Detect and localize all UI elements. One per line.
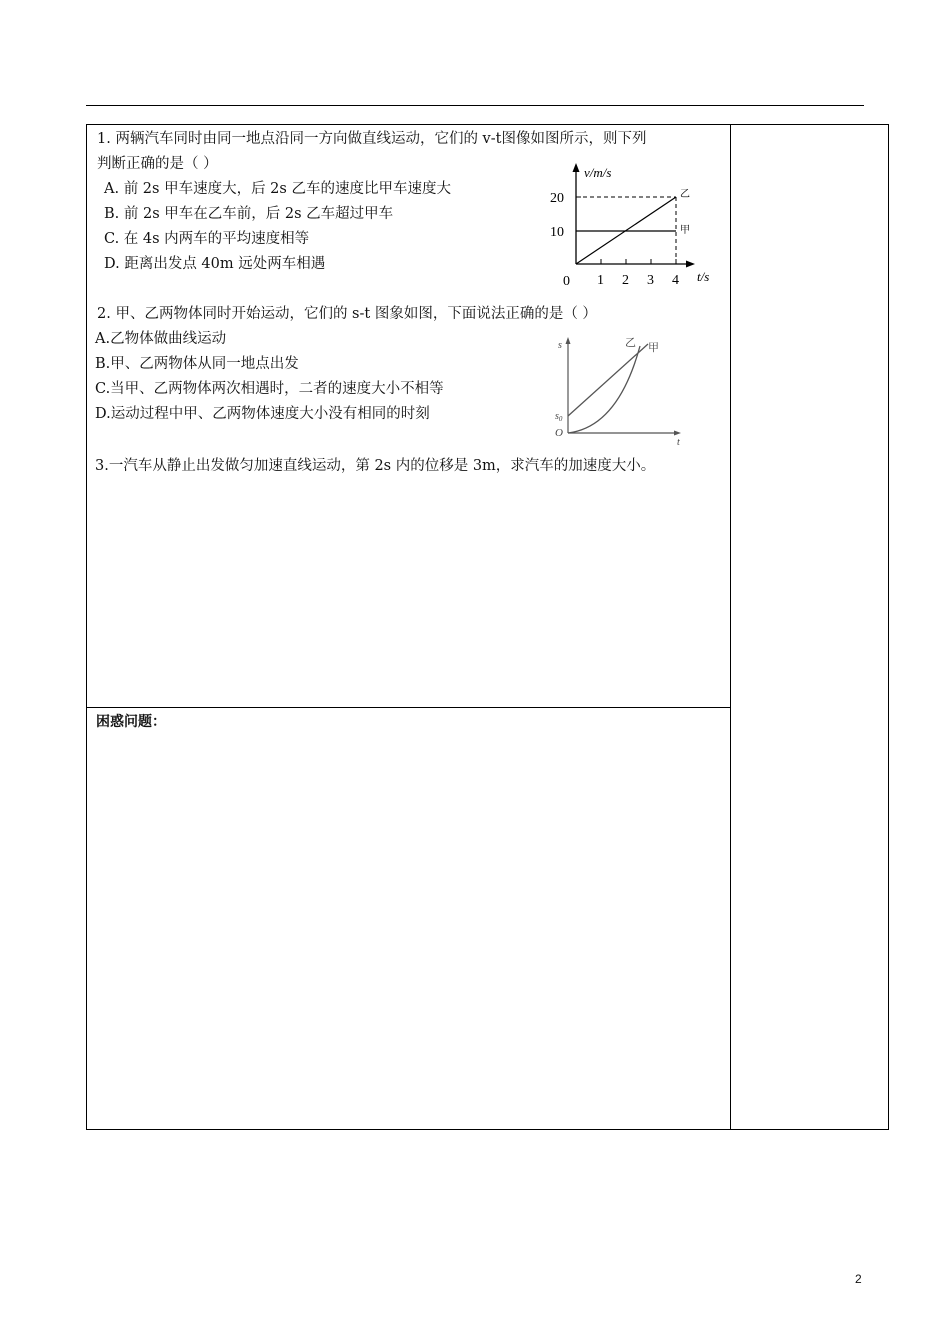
st-s0-label: $s_0$ (555, 411, 563, 423)
q2-stem: 2. 甲、乙两物体同时开始运动，它们的 s-t 图象如图，下面说法正确的是（ ） (97, 306, 597, 322)
vt-xtick-3: 3 (647, 273, 654, 288)
q1-stem-line1: 1. 两辆汽车同时由同一地点沿同一方向做直线运动，它们的 v-t图像如图所示，则下列 (97, 131, 647, 147)
worksheet-table (86, 124, 889, 1130)
q1-option-d: D. 距离出发点 40m 远处两车相遇 (104, 256, 326, 272)
vt-ytick-20: 20 (550, 191, 564, 206)
st-graph (548, 332, 698, 446)
st-y-arrow (566, 337, 571, 344)
vt-xtick-2: 2 (622, 273, 629, 288)
vt-graph (540, 160, 730, 290)
column-divider (730, 125, 731, 1129)
q1-option-b: B. 前 2s 甲车在乙车前，后 2s 乙车超过甲车 (104, 206, 394, 222)
vt-y-arrow (573, 163, 580, 172)
q2-option-d: D.运动过程中甲、乙两物体速度大小没有相同的时刻 (95, 406, 430, 422)
vt-x-arrow (686, 261, 695, 268)
q1-option-a: A. 前 2s 甲车速度大，后 2s 乙车的速度比甲车速度大 (104, 181, 451, 197)
vt-ytick-10: 10 (550, 225, 564, 240)
confusion-label: 困惑问题： (96, 714, 166, 730)
st-x-arrow (674, 431, 681, 436)
q1-stem-line2: 判断正确的是（ ） (97, 156, 218, 172)
header-rule (86, 105, 864, 106)
st-x-label: t (677, 437, 680, 446)
q2-option-b: B.甲、乙两物体从同一地点出发 (95, 356, 299, 372)
st-series-jia (568, 344, 648, 416)
q2-option-a: A.乙物体做曲线运动 (95, 331, 227, 347)
page-number: 2 (855, 1272, 862, 1286)
q3-stem: 3.一汽车从静止出发做匀加速直线运动，第 2s 内的位移是 3m，求汽车的加速度大小。 (95, 458, 656, 474)
vt-xtick-4: 4 (672, 273, 679, 288)
row-divider (87, 707, 731, 708)
q1-option-c: C. 在 4s 内两车的平均速度相等 (104, 231, 310, 247)
st-origin-label: O (555, 427, 563, 439)
vt-series-jia-label: 甲 (680, 225, 690, 236)
vt-y-label: v/m/s (584, 165, 612, 180)
vt-series-yi-label: 乙 (680, 189, 690, 200)
st-series-yi-label: 乙 (625, 337, 636, 349)
vt-x-label: t/s (697, 269, 710, 284)
st-y-label: s (558, 340, 562, 351)
q2-option-c: C.当甲、乙两物体两次相遇时，二者的速度大小不相等 (95, 381, 444, 397)
st-series-jia-label: 甲 (648, 342, 659, 354)
vt-xtick-1: 1 (597, 273, 604, 288)
st-series-yi (568, 346, 640, 433)
vt-xtick-0: 0 (563, 274, 570, 289)
